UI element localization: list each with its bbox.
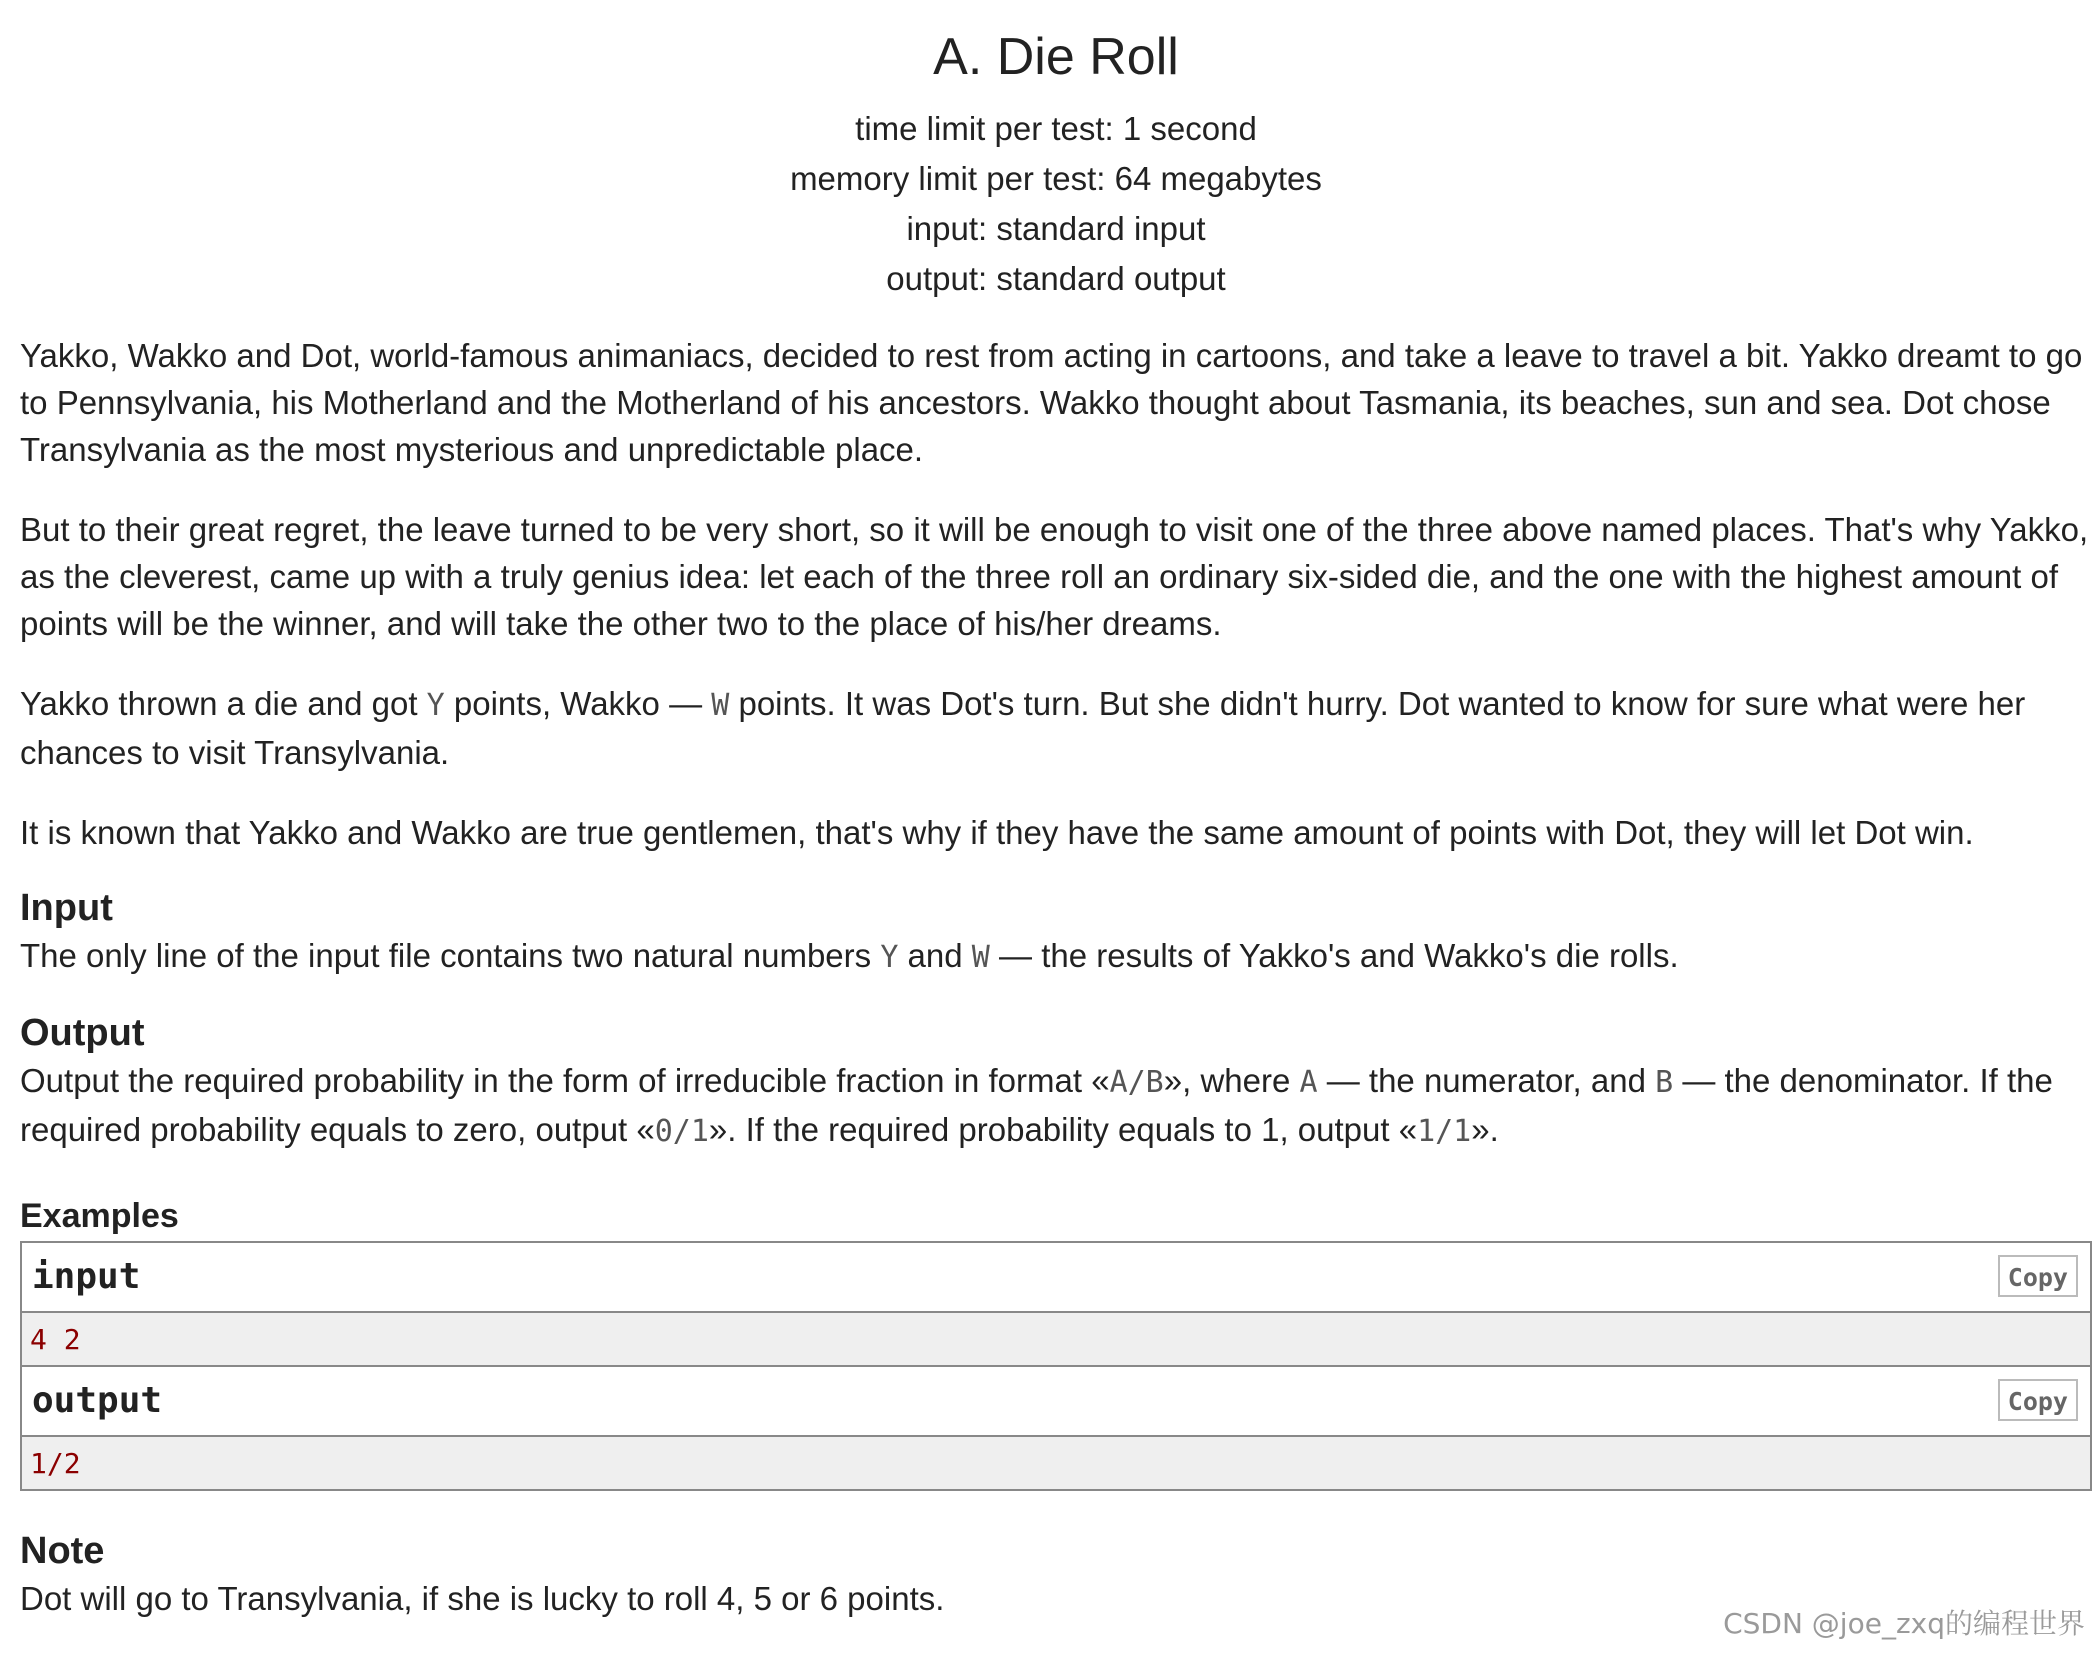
statement-text: points, Wakko — [444, 685, 712, 722]
time-limit: time limit per test: 1 second [855, 110, 1257, 147]
examples-title: Examples [20, 1197, 179, 1235]
section-text: — the results of Yakko's and Wakko's die rolls. [989, 937, 1679, 974]
statement-paragraph-3 [20, 680, 2092, 776]
section-text: The only line of the input file contains two natural numbers [20, 937, 881, 974]
section-text: », where [1163, 1062, 1300, 1099]
input-section-title: Input [20, 887, 113, 929]
copy-input-button[interactable]: Copy [1998, 1255, 2078, 1297]
variable-y: Y [426, 688, 445, 723]
input-section-text [20, 932, 2092, 981]
statement-text: Yakko thrown a die and got [20, 685, 427, 722]
problem-header [20, 0, 2092, 304]
problem-page [20, 0, 2092, 1622]
example-input-value: 4 2 [30, 1323, 81, 1356]
section-text: Output the required probability in the form of irreducible fraction in format « [20, 1062, 1110, 1099]
section-text: — the numerator, and [1317, 1062, 1656, 1099]
variable-a: A [1299, 1065, 1318, 1100]
statement-paragraph-4: It is known that Yakko and Wakko are true gentlemen, that's why if they have the same amount of points with Dot, they will let Dot win. [20, 814, 1974, 851]
variable-w: W [971, 940, 990, 975]
section-text: ». If the required probability equals to 1, output « [708, 1111, 1418, 1148]
example-input-body [22, 1313, 2090, 1367]
output-spec: output: standard output [886, 260, 1226, 297]
input-spec: input: standard input [906, 210, 1206, 247]
problem-statement [20, 332, 2092, 856]
example-box [20, 1241, 2092, 1491]
example-input-header [22, 1243, 2090, 1313]
variable-b: B [1655, 1065, 1674, 1100]
example-output-header [22, 1367, 2090, 1437]
section-text: ». [1471, 1111, 1499, 1148]
statement-text: points. It was Dot's turn. But she didn't hurry. Dot wanted to know for sure what were her chances to visit Transylvania. [20, 685, 2026, 771]
code-zero: 0/1 [654, 1114, 709, 1149]
example-output-value: 1/2 [30, 1447, 81, 1480]
note-text: Dot will go to Transylvania, if she is lucky to roll 4, 5 or 6 points. [20, 1580, 945, 1617]
examples-section [20, 1195, 2092, 1491]
section-text: and [898, 937, 972, 974]
input-section [20, 884, 2092, 981]
example-output-label: output [32, 1380, 163, 1421]
code-one: 1/1 [1417, 1114, 1472, 1149]
variable-y: Y [880, 940, 899, 975]
example-output-body [22, 1437, 2090, 1489]
section-text: — the denominator. If the required probability equals to zero, output « [20, 1062, 2053, 1148]
output-section [20, 1009, 2092, 1155]
problem-title: A. Die Roll [933, 28, 1179, 86]
variable-w: W [711, 688, 730, 723]
problem-limits [20, 104, 2092, 304]
memory-limit: memory limit per test: 64 megabytes [790, 160, 1322, 197]
copy-output-button[interactable]: Copy [1998, 1379, 2078, 1421]
note-title: Note [20, 1530, 105, 1572]
output-section-text [20, 1057, 2092, 1155]
statement-paragraph-1: Yakko, Wakko and Dot, world-famous animaniacs, decided to rest from acting in cartoons, and take a leave to travel a bit. Yakko dreamt to go to Pennsylvania, his Motherland and the Motherland of his ancestors. Wakko thought about Tasmania, its beaches, sun and sea. Dot chose Transylvania as the most mysterious and unpredictable place. [20, 337, 2083, 468]
csdn-watermark: CSDN @joe_zxq的编程世界 [1723, 1607, 2085, 1640]
example-input-label: input [32, 1256, 141, 1297]
code-ab: A/B [1109, 1065, 1164, 1100]
statement-paragraph-2: But to their great regret, the leave turned to be very short, so it will be enough to visit one of the three above named places. That's why Yakko, as the cleverest, came up with a truly genius idea: let each of the three roll an ordinary six-sided die, and the one with the highest amount of points will be the winner, and will take the other two to the place of his/her dreams. [20, 511, 2089, 642]
output-section-title: Output [20, 1012, 145, 1054]
